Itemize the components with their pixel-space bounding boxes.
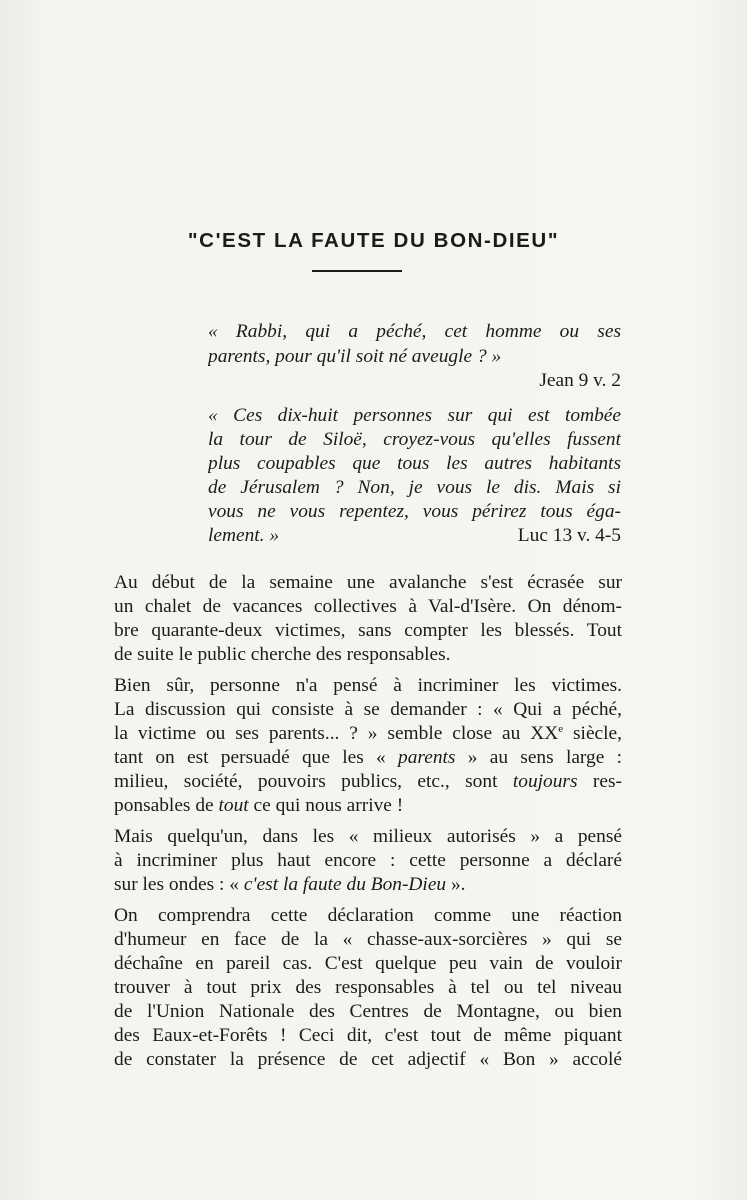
epigraph-2-line-6: lement. » <box>208 525 280 546</box>
p2-line-6-end: ce qui nous arrive ! <box>248 795 404 816</box>
p2-line-3-text: la victime ou ses parents... ? » semble close au <box>114 723 531 744</box>
p2-line-3-end: siècle, <box>563 723 622 744</box>
p1-line-3: bre quarante-deux victimes, sans compter les blessés. Tout <box>114 620 622 641</box>
p4-line-1: On comprendra cette déclaration comme une réaction <box>114 905 622 926</box>
chapter-title: "C'EST LA FAUTE DU BON-DIEU" <box>187 229 560 252</box>
p1-line-2: un chalet de vacances collectives à Val-d'Isère. On dénom- <box>114 596 622 617</box>
p4-line-6: des Eaux-et-Forêts ! Ceci dit, c'est tout de même piquant <box>114 1025 622 1046</box>
p1-line-4: de suite le public cherche des responsables. <box>114 644 451 665</box>
p3-line-3-text: sur les ondes : « <box>114 874 244 895</box>
epigraph-1-line-1: « Rabbi, qui a péché, cet homme ou ses <box>208 321 621 342</box>
p2-line-4-text: tant on est persuadé que les « <box>114 747 399 768</box>
p3-line-3 <box>114 871 622 899</box>
epigraph-2-last-line <box>208 522 621 550</box>
p4-line-2: d'humeur en face de la « chasse-aux-sorcières » qui se <box>114 929 622 950</box>
p2-line-6-text: ponsables de <box>114 795 219 816</box>
epigraph-1-line-2: parents, pour qu'il soit né aveugle ? » <box>208 346 502 367</box>
epigraph-2-line-2: la tour de Siloë, croyez-vous qu'elles fussent <box>208 429 621 450</box>
century-numeral: XX <box>530 723 559 744</box>
p4-line-7: de constater la présence de cet adjectif « Bon » accolé <box>114 1049 622 1070</box>
p2-line-5-text: milieu, société, pouvoirs publics, etc., sont <box>114 771 513 792</box>
p3-line-3-end: ». <box>446 874 466 895</box>
title-rule <box>312 270 402 272</box>
p4-line-3: déchaîne en pareil cas. C'est quelque peu vain de vouloir <box>114 953 622 974</box>
century-superscript: e <box>558 723 564 735</box>
p2-line-1: Bien sûr, personne n'a pensé à incriminer les victimes. <box>114 675 622 696</box>
p2-line-5-end: res- <box>577 771 622 792</box>
p2-line-2: La discussion qui consiste à se demander : « Qui a péché, <box>114 699 622 720</box>
epigraph-2-line-3: plus coupables que tous les autres habitants <box>208 453 621 474</box>
p4-line-5: de l'Union Nationale des Centres de Montagne, ou bien <box>114 1001 622 1022</box>
p4-line-4: trouver à tout prix des responsables à tel ou tel niveau <box>114 977 622 998</box>
p1-line-1: Au début de la semaine une avalanche s'est écrasée sur <box>114 572 622 593</box>
p2-line-6 <box>114 792 622 820</box>
p2-line-6-italic: tout <box>218 795 249 816</box>
epigraph-2-line-4: de Jérusalem ? Non, je vous le dis. Mais si <box>208 477 621 498</box>
p3-line-1: Mais quelqu'un, dans les « milieux autorisés » a pensé <box>114 826 622 847</box>
p2-line-5-italic: toujours <box>512 771 578 792</box>
p2-line-4-italic: parents <box>398 747 456 768</box>
epigraph-1-reference: Jean 9 v. 2 <box>539 370 621 391</box>
p2-line-4-end: » au sens large : <box>455 747 622 768</box>
epigraph-2-line-1: « Ces dix-huit personnes sur qui est tombée <box>208 405 621 426</box>
epigraph-2-reference: Luc 13 v. 4-5 <box>517 525 621 546</box>
p3-line-3-italic: c'est la faute du Bon-Dieu <box>243 874 447 895</box>
epigraph-2-line-5: vous ne vous repentez, vous périrez tous éga- <box>208 501 621 522</box>
p3-line-2: à incriminer plus haut encore : cette personne a déclaré <box>114 850 622 871</box>
